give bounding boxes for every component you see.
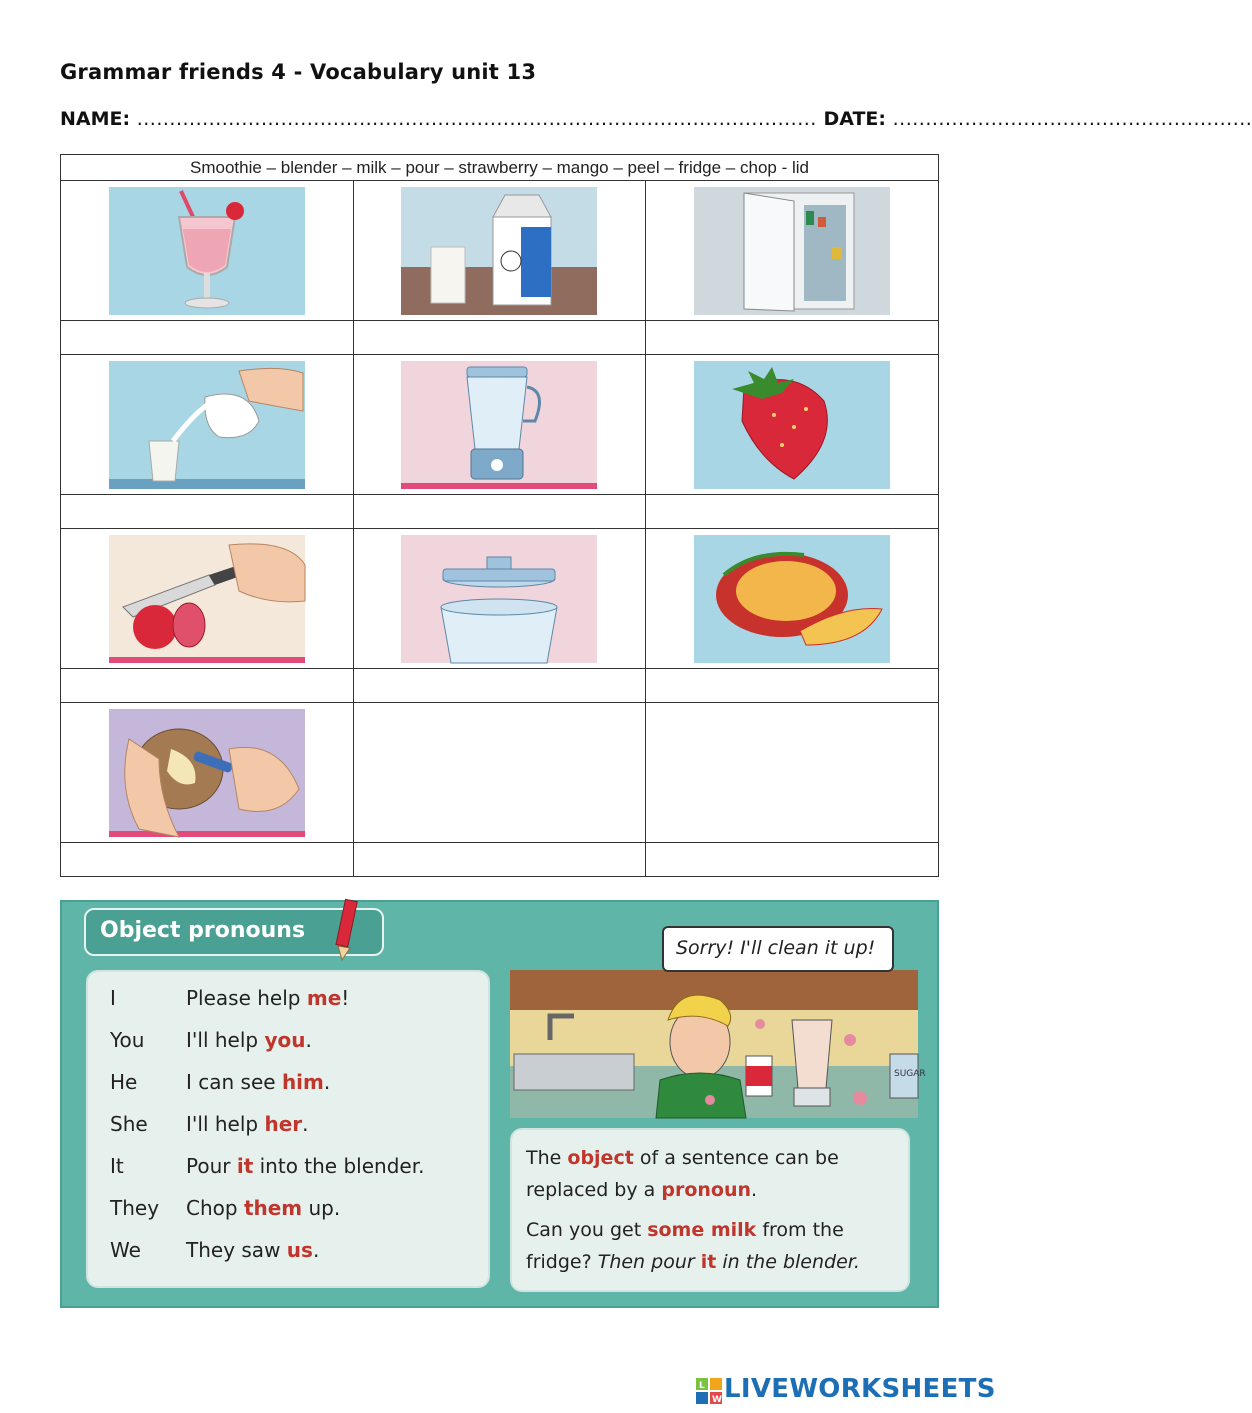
example-sentence: I'll help you.	[186, 1028, 312, 1052]
smoothie-icon	[109, 187, 305, 315]
subject-pronoun: I	[110, 986, 116, 1010]
mango-icon	[694, 535, 890, 663]
subject-pronoun: He	[110, 1070, 138, 1094]
picture-cell	[646, 181, 939, 321]
svg-text:W: W	[712, 1395, 722, 1405]
date-field[interactable]: .......................................................	[892, 108, 1252, 130]
empty-cell	[646, 843, 939, 877]
picture-cell	[61, 703, 354, 843]
explanation-box	[510, 1128, 910, 1292]
object-pronouns-panel	[60, 900, 939, 1308]
example-sentence: Please help me!	[186, 986, 350, 1010]
example-sentence: They saw us.	[186, 1238, 320, 1262]
answer-cell[interactable]	[353, 495, 646, 529]
pour-icon	[109, 361, 305, 489]
explanation-example: Can you get some milk from the fridge? Then pour it in the blender.	[526, 1219, 860, 1273]
svg-text:L: L	[699, 1381, 705, 1391]
picture-cell	[353, 181, 646, 321]
answer-cell[interactable]	[61, 495, 354, 529]
subject-pronoun: It	[110, 1154, 124, 1178]
answer-cell[interactable]	[61, 843, 354, 877]
answer-cell[interactable]	[646, 321, 939, 355]
name-label: NAME:	[60, 108, 131, 130]
answer-cell[interactable]	[353, 669, 646, 703]
picture-cell	[646, 355, 939, 495]
worksheet-title: Grammar friends 4 - Vocabulary unit 13	[60, 60, 537, 84]
vocabulary-table	[60, 154, 939, 877]
answer-cell[interactable]	[646, 669, 939, 703]
panel-title: Object pronouns	[84, 908, 384, 956]
strawberry-icon	[694, 361, 890, 489]
name-date-line	[60, 108, 1252, 130]
sugar-box-label: SUGAR	[894, 1069, 926, 1079]
liveworksheets-logo[interactable]	[696, 1374, 996, 1408]
subject-pronoun: You	[110, 1028, 145, 1052]
picture-cell	[353, 355, 646, 495]
empty-cell	[353, 703, 646, 843]
lid-icon	[401, 535, 597, 663]
answer-cell[interactable]	[646, 495, 939, 529]
picture-cell	[61, 355, 354, 495]
answer-cell[interactable]	[353, 321, 646, 355]
subject-pronoun: She	[110, 1112, 148, 1136]
milk-icon	[401, 187, 597, 315]
fridge-icon	[694, 187, 890, 315]
speech-bubble: Sorry! I'll clean it up!	[662, 926, 894, 972]
name-field[interactable]: ........................................................................................................	[136, 108, 817, 130]
logo-text: LIVEWORKSHEETS	[724, 1374, 996, 1404]
kitchen-comic-illustration	[510, 970, 926, 1118]
empty-cell	[353, 843, 646, 877]
pronoun-examples-box	[86, 970, 490, 1288]
subject-pronoun: We	[110, 1238, 141, 1262]
picture-cell	[61, 529, 354, 669]
picture-cell	[61, 181, 354, 321]
answer-cell[interactable]	[61, 321, 354, 355]
pencil-icon	[326, 896, 366, 962]
example-sentence: Pour it into the blender.	[186, 1154, 425, 1178]
blender-icon	[401, 361, 597, 489]
example-sentence: I can see him.	[186, 1070, 331, 1094]
example-sentence: Chop them up.	[186, 1196, 341, 1220]
date-label: DATE:	[823, 108, 887, 130]
explanation-rule: The object of a sentence can be replaced by a pronoun.	[526, 1147, 839, 1201]
example-sentence: I'll help her.	[186, 1112, 309, 1136]
subject-pronoun: They	[110, 1196, 160, 1220]
picture-cell	[353, 529, 646, 669]
chop-icon	[109, 535, 305, 663]
picture-cell	[646, 529, 939, 669]
liveworksheets-logo-icon	[696, 1378, 722, 1404]
peel-icon	[109, 709, 305, 837]
empty-cell	[646, 703, 939, 843]
answer-cell[interactable]	[61, 669, 354, 703]
word-bank: Smoothie – blender – milk – pour – strawberry – mango – peel – fridge – chop - lid	[61, 155, 939, 181]
